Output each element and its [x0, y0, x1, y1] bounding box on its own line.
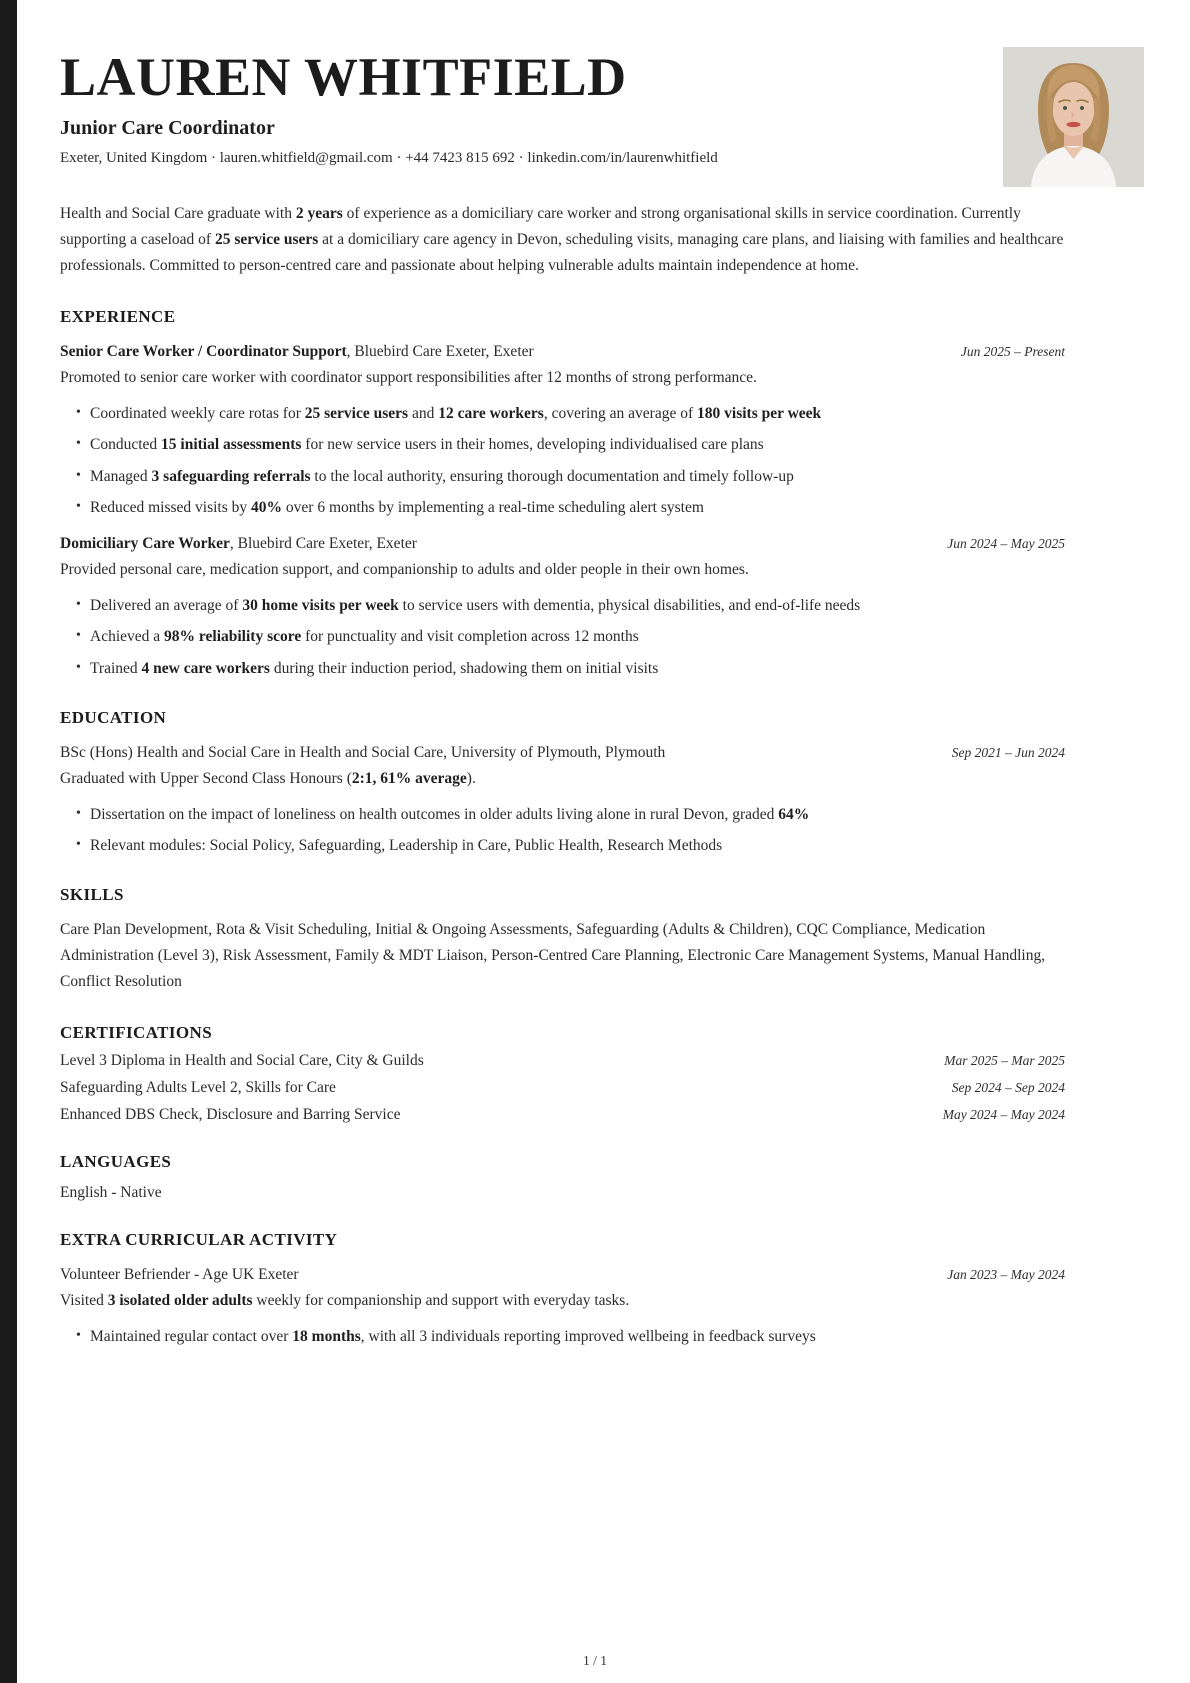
certification-name: Safeguarding Adults Level 2, Skills for Care [60, 1078, 336, 1096]
extra-curricular-entry [60, 1266, 1065, 1348]
summary-paragraph: Health and Social Care graduate with 2 years of experience as a domiciliary care worker and strong organisational skills in service coordination. Currently supporting a caseload of 25 service users at a domiciliary care agency in Devon, scheduling visits, managing care plans, and liaising with families and healthcare professionals. Committed to person-centred care and passionate about helping vulnerable adults maintain independence at home. [60, 205, 1064, 275]
certification-row [60, 1106, 1065, 1124]
resume-header [60, 47, 1065, 167]
bullet-list [60, 1325, 1065, 1348]
certification-dates: May 2024 – May 2024 [942, 1106, 1065, 1122]
person-name: LAUREN WHITFIELD [60, 47, 627, 107]
bullet-list [60, 803, 1065, 858]
section-heading-languages: LANGUAGES [60, 1151, 172, 1171]
section-heading-skills: SKILLS [60, 885, 124, 905]
role-name: Domiciliary Care Worker [60, 535, 230, 553]
certification-row [60, 1052, 1065, 1070]
entry-head [60, 1266, 1065, 1284]
entry-head [60, 744, 1065, 762]
grade-line: Graduated with Upper Second Class Honours (2:1, 61% average). [60, 769, 476, 787]
company-name: , Bluebird Care Exeter, Exeter [229, 535, 417, 553]
bullet-item: • Delivered an average of 30 home visits per week to service users with dementia, physical disabilities, and end-of-life needs [90, 594, 1065, 617]
education-entry [60, 744, 1065, 858]
language-item: English - Native [60, 1183, 162, 1201]
entry-description: Provided personal care, medication support, and companionship to adults and older people in their own homes. [60, 561, 749, 579]
bullet-item: • Coordinated weekly care rotas for 25 service users and 12 care workers, covering an average of 180 visits per week [90, 402, 1065, 425]
entry-dates: Sep 2021 – Jun 2024 [951, 744, 1065, 760]
bullet-item: • Reduced missed visits by 40% over 6 months by implementing a real-time scheduling alert system [90, 496, 1065, 519]
person-job-title: Junior Care Coordinator [60, 117, 275, 140]
bullet-item: • Conducted 15 initial assessments for new service users in their homes, developing individualised care plans [90, 433, 1065, 456]
degree-line: BSc (Hons) Health and Social Care in Health and Social Care, University of Plymouth, Plymouth [60, 743, 666, 761]
entry-dates: Jun 2025 – Present [960, 344, 1065, 360]
page-number: 1 / 1 [582, 1653, 607, 1668]
section-heading-experience: EXPERIENCE [60, 307, 176, 327]
certification-row [60, 1079, 1065, 1097]
bullet-item: • Trained 4 new care workers during their induction period, shadowing them on initial visits [90, 657, 1065, 680]
entry-dates: Jan 2023 – May 2024 [947, 1266, 1065, 1282]
left-accent-bar [0, 0, 17, 1683]
bullet-list [60, 594, 1065, 680]
certification-dates: Sep 2024 – Sep 2024 [951, 1079, 1065, 1095]
experience-entry-1 [60, 343, 1065, 519]
entry-head [60, 535, 1065, 553]
activity-title: Volunteer Befriender - Age UK Exeter [60, 1265, 299, 1283]
section-heading-certifications: CERTIFICATIONS [60, 1022, 213, 1042]
bullet-item: • Relevant modules: Social Policy, Safeguarding, Leadership in Care, Public Health, Research Methods [90, 834, 1065, 857]
entry-description: Promoted to senior care worker with coordinator support responsibilities after 12 months of strong performance. [60, 369, 757, 387]
entry-dates: Jun 2024 – May 2025 [947, 536, 1065, 552]
experience-entry-2 [60, 535, 1065, 680]
entry-head [60, 343, 1065, 361]
entry-title [60, 343, 534, 361]
bullet-item: • Dissertation on the impact of loneliness on health outcomes in older adults living alone in rural Devon, graded 64% [90, 803, 1065, 826]
contact-line: Exeter, United Kingdom · lauren.whitfield@gmail.com · +44 7423 815 692 · linkedin.com/in/laurenwhitfield [60, 150, 718, 167]
bullet-list [60, 402, 1065, 519]
company-name: , Bluebird Care Exeter, Exeter [346, 343, 534, 361]
entry-description: Visited 3 isolated older adults weekly for companionship and support with everyday tasks. [60, 1291, 630, 1309]
certification-dates: Mar 2025 – Mar 2025 [944, 1052, 1065, 1068]
section-heading-education: EDUCATION [60, 707, 167, 727]
section-heading-extra-curricular: EXTRA CURRICULAR ACTIVITY [60, 1229, 338, 1249]
skills-list: Care Plan Development, Rota & Visit Scheduling, Initial & Ongoing Assessments, Safeguarding (Adults & Children), CQC Compliance, Medication Administration (Level 3), Risk Assessment, Family & MDT Liaison, Person-Centred Care Planning, Electronic Care Management Systems, Manual Handling, Conflict Resolution [60, 921, 1046, 990]
bullet-item: • Achieved a 98% reliability score for punctuality and visit completion across 12 months [90, 625, 1065, 648]
entry-title [60, 535, 417, 553]
certification-name: Enhanced DBS Check, Disclosure and Barring Service [60, 1105, 401, 1123]
role-name: Senior Care Worker / Coordinator Support [60, 343, 347, 361]
bullet-item: • Maintained regular contact over 18 months, with all 3 individuals reporting improved wellbeing in feedback surveys [90, 1325, 1065, 1348]
certification-name: Level 3 Diploma in Health and Social Care, City & Guilds [60, 1051, 424, 1069]
bullet-item: • Managed 3 safeguarding referrals to the local authority, ensuring thorough documentation and timely follow-up [90, 465, 1065, 488]
